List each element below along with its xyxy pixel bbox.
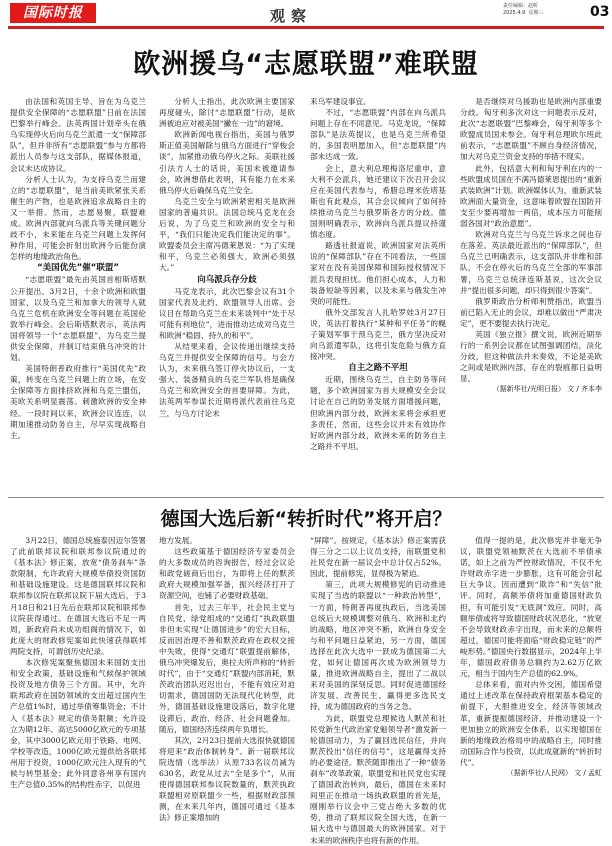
paragraph: 分析人士认为，为支持乌克兰而建立的“志愿联盟”，是当前美欧紧张关系催生的产物，也是欧洲追求战略自主的又一举措。然而，志愿易聚，联盟难成。欧洲内部就向乌派兵等关键问题分歧不小，未来能在乌克兰问题上发挥何种作用，可能会折射出欧洲今后能份演怎样的地缘政治角色。 [10,174,146,262]
article2-column-2 [159,535,295,823]
masthead-rule [8,26,604,29]
paragraph: 首先，过去三年半，社会民主党与自民党、绿党组成的“交通灯”执政联盟非但未实现“让德国进步”的宏大目标，反而因治理不善和默茨政府在政权交接中失败，使得“交通灯”联盟提前解体，俄乌冲突爆发后，奥拉夫所声称的“转折时代”，由于“交通灯”联盟内部消耗，默茨政治团队迟迟出台，不能有效应对迫切需求，德国国防无法现代化转型，此外，德国基础设施建设落后，数字化建设滞后，政治、经济、社会问题叠加。随后，德国经济连续两年负增长。 [159,602,295,734]
subheading: “美国优先”催“联盟” [37,263,119,274]
masthead [0,0,612,28]
article1-column-4 [460,96,602,396]
issue-date: 2025.4.9 [503,10,526,16]
article2-column-4 [460,535,602,779]
issue-weekday: 星期三 [528,10,544,16]
section-name: 观察 [270,7,313,25]
paragraph: 欧洲对乌克兰与乌克兰诉求之间也存在落差。英法最近派出的“保障部队”，但乌克兰已明确表示，这支部队并非维和部队，不会在停火后的乌克兰全部的军事部署，乌克兰总统泽连斯基说，这次会议并“提出很多问题，却只得到很少答案”。 [460,230,602,295]
byline: （据新华社/人民网） 文 / 孟虹 [506,768,602,777]
paragraph: 此外，包括意大利和匈牙利在内的一些欧盟成员国在不满冯德莱恩提出的“重新武装欧洲”计划。欧洲媒体认为，重新武装欧洲面大量资金，这意味着欧盟在国防开支至少要再增加一两倍，成本压力可能削弱各国对“政治意愿”。 [460,163,602,229]
paragraph: 美国特朗普政府推行“美国优先”政策，转变在乌克兰问题上的立场，在安全保障等方面排挤欧洲和乌克兰盟伍，美欧关系明显震荡。刺激欧洲的安全神经。一段时间以来，欧洲会议连连，以期加速推动防务自主，尽早实现战略自主。 [10,364,146,440]
paragraph: 俄罗斯政治分析师利赞指出，欧盟当前已陷入无止的会议，却难以做出“严肃决定”，更不要提去执行决定。 [460,296,602,328]
paragraph: 会上，意大利总理梅洛尼重申，意大利不会派兵，她还建议下次召开会议应在美国代表参与，希腊总理米佐塔基斯也有此观点，其合会议倾向了如何持续推动乌克兰与俄罗斯各方的分歧。德国则明确表示，欧洲向乌派兵提议持谨慎态度。 [310,163,446,240]
article2-column-3 [310,535,446,846]
subheading: 向乌派兵存分歧 [197,274,257,285]
paragraph: 来乌军建设事宜。 [310,97,371,106]
paragraph: 其次，2月23日提前大选很快就德国将迎来“政治体制转身”。新一届联邦议院选情（选举法）从原733名议员减为630名，政党从过去“全是多个”，从而使得德国联邦参议院数量的，默茨执政联盟相对原联盟少一些，根据财政部预测，在未来几年内，德国可通过《基本法》修正案增加的 [159,735,295,823]
paragraph: 这些政策基于德国经济专家委员会的大多数成员的咨询报告，经过会议论和政党磋商后出台，为即将上任的默茨政府大规模加强军备，振兴经济打开了资源空间，也铺了必要财政基础。 [159,547,295,601]
paragraph: 乌克兰安全与欧洲紧密相关是欧洲国家的普遍共识。法国总统马克龙在会后说，为了乌克兰和欧洲的安全与和平，“我们只能决定我们能决定的事”。欧盟委员会主席冯德莱恩说：“为了实现和平，乌克兰必须强大，欧洲必须强大。” [159,196,295,273]
paragraph: 路透社报道说，欧洲国家对法英所说的“保障部队”存在不同看法，一些国家对在没有美国保障和国际授权情况下派兵表现担忧。他们担心成本，人力和装备短缺等因素，以及未来与俄发生冲突的可能性。 [310,241,446,306]
paragraph: 分析人士指出，此次欧洲主要国家再度碰头，除讨“志愿联盟”行动，是欧洲被迫应对被美国“撇在一边”的窘境。 [159,97,295,129]
article2-headline: 德国大选后新“转折时代”将开启？ [160,508,452,530]
article1-column-3 [310,96,446,452]
page-number: 03 [590,4,610,20]
article1-column-1 [10,96,146,441]
byline: （据新华社/光明日报） 文 / 齐本李 [492,385,602,394]
paragraph: 不过，“志愿联盟”内部在向乌派兵问题上存在不同意见。马克龙说，“保障部队”是法英提议，也是乌克兰所希望的，多国表明愿加入，但“志愿联盟”内部未达成一致。 [310,108,446,162]
masthead-meta [503,3,543,17]
paragraph: 马克龙表示，此次巴黎会议有31个国家代表及北约、欧盟领导人出席。会议目在帮助乌克兰在未来谈判中“处于尽可能有利地位”，进而推动达成对乌克兰和欧洲“稳固、持久的和平”。 [159,286,295,340]
article1-column-2 [159,96,295,419]
article-divider [8,497,604,498]
article1-headline: 欧洲援乌“志愿联盟”难联盟 [133,49,479,80]
paragraph: 值得一提的是，此次修宪并非毫无争议，联盟党领袖默茨在大选前不举债承诺，如上之前为严控财政情况，不仅不允许财政赤字进一步膨胀，这有可能会引起巨大争议。因而遭到“欺诈”和“失信”批评。同时，高额举债将加重德国财政负担，有可能引发“无底洞”效应。同时，高额举债或将导致德国财政状况恶化，“放宽不会导致财政赤字出现，而未来的总额将超过，德国可能将面临“财政稳定链”的严峻形势。”德国央行数据显示，2024年上半年，德国政府债务总额约为2.62万亿欧元，相当于国内生产总值的62.9%。 [460,536,602,679]
editor-line: 责任编辑：赵昕 [503,3,539,9]
subheading: 自主之路不平坦 [348,363,408,374]
paragraph: 第三，此项大规模修宪的启动推进实现了当选的联盟以“一种政治转型”，一方面，特朗普再度执政后，当选美国总统后大规模调整对俄乌、欧洲和北约的战略，地区冲突不断，欧洲自身安全与和平问题日益紧迫，另一方面，德国选择在此次大选中一跃成为德国第二大党，如何让德国再次成为欧洲领导力量，推进欧洲战略自主，提出了二战以来对美国的深刻反思。同时促进德国经济发展、改善民生、赢得更多选民支持，成为德国政府的当务之急。 [310,580,446,712]
paragraph: “志愿联盟”最先由英国首相斯塔默公开提出。3月2日，十余个欧洲和欧盟国家，以及乌克兰和加拿大的领导人就乌克兰危机在欧洲安全等问题在英国伦敦举行峰会。会后斯塔默表示，英法两国将领导一个“志愿联盟”，为乌克兰提供安全保障，并制订结束俄乌冲突的计划。 [10,275,146,363]
newspaper-logo: 国际时报 [10,3,96,23]
article2-column-1 [10,535,146,790]
paragraph: “屏障”。按规定，《基本法》修正案需获得三分之二以上议员支持，而联盟党和社民党在新一届议会中总计仅占52%。因此，提前修宪，显得极为紧迫。 [310,536,446,579]
paragraph: 由法国和英国主导、旨在为乌克兰提供安全保障的“志愿联盟”日前在法国巴黎举行峰会。法英两国计划牵头在俄乌实现停火后向乌克兰派遣一支“保障部队”，但并非所有“志愿联盟”参与方都将派出人员参与这支部队，据媒体报道，会议未达成协议。 [10,97,146,173]
paragraph: 3月22日，德国总统施泰因迈尔签署了此前联邦议院和联邦参议院通过的《基本法》修正案，放宽“债务刹车”条款限制，允许政府大规模举债投资国防和基础设施建设。这是德国联邦议院和联邦参议院在联邦议院下届大选后，于3月18日和21日先后在联邦议院和联邦参议院获得通过。在德国大选后不足一两周，新政府尚未成功组阁的情况下，如此庞大的财政修宪案如此快速获得联邦两院支持，可谓创历史纪录。 [10,536,146,656]
paragraph: 本次修宪案聚焦德国未来国防支出和安全政策，基础设施和气候保护领域投资及地方债务三个方面。其中，允许联邦政府在国防领域的支出超过国内生产总值1%时，通过举债筹集资金；不计入《基本法》规定的债务限额；允许设立为期12年、高达5000亿欧元的专项基金，其中3000亿欧元用于铁路、电网、学校等改造，1000亿欧元提供给各联邦州用于投资，1000亿欧元注入现有的气候与转型基金；此外同意各州享有国内生产总值0.35%的结构性赤字，以促进 [10,658,146,790]
paragraph: 是否继续对乌援助也是欧洲内部重要分歧。匈牙利多次对这一问题表示反对，此次“志愿联盟”巴黎峰会，匈牙利等多个欧盟成员国未参会。匈牙利总理欧尔班此前表示，“志愿联盟”不顾自身经济情况，加大对乌克兰资金支持的举措不现实。 [460,97,602,162]
paragraph: 俄外交部发言人扎哈罗娃3月27日说，英法打着执行“某种和平任务”的幌子策划军事干预乌克兰，俄方坚决反对向乌派遣军队，这将引发危险与俄方直接冲突。 [310,307,446,362]
paragraph: 总体来看，面对内外交困，德国希望通过上述改革在保持政府框架基本稳定的前提下，大胆推进安全、经济等领域改革，重新提振德国经济，并推动建设一个更加独立的欧洲安全体系，以实现德国在新的地缘政治格局中的战略自主，同时推动国际合作与投资，以此成就新的“转折时代”。 [460,680,602,767]
date-line [503,10,543,17]
paragraph: 地方发展。 [159,536,197,545]
paragraph: 英国《独立报》撰文说，欧洲近期举行的一系列会议都在试图强调团结，淡化分歧，但这种做法并未奏效，不论是美欧之间或是欧洲内部，存在的裂痕都日益明显。 [460,329,602,384]
paragraph: 为此，联盟党总理候选人默茨和社民党新生代政治家党魁领导者“激发新一轮德国动力，为了赢回选民信任，并向默茨投出“信任的信号”，这是赢得支持的必要途径。默茨随即推出了一种“债务刹车”改革政策，联盟党和社民党也实现了德国政治转向，最后，德国在未来时间里正在推动一场执政联盟的首先是，刚刚举行议会中三党占绝大多数的优势，推动了联邦议院全国大选，在新一届大选中与德国最大的欧洲国家。对于未来的欧洲秩序也将有新的作用。 [310,713,446,845]
paragraph: 从结果来看，会议传递出继续支持乌克兰并提供安全保障的信号。与会方认为，未来俄乌签订停火协议后，一支强大、装备精良的乌克兰军队将是确保乌克兰和欧洲安全的首要屏障。为此，法英两军参谋长近期将派代表前往乌克兰，与乌方讨论未 [159,341,295,418]
paragraph: 欧洲新闻电视台指出，美国与俄罗斯正值美国解除与俄乌方面进行“穿梭会谈”，加紧推动俄乌停火之际。美联社援引法方人士的话说，美国未被邀请参会，欧洲想借此表明，其有能力在未来俄乌停火后确保乌克兰安全。 [159,130,295,195]
paragraph: 近期，围绕乌克兰、自主防务等问题，多个欧洲国家为首大规模安全会议讨论在自己的防务发展方面增援问题，但欧洲内部分歧，欧洲未来将会承担更多责任，然而，这些会议并未有效协作好欧洲内部分歧，欧洲未来的防务自主之路并不平坦。 [310,375,446,451]
